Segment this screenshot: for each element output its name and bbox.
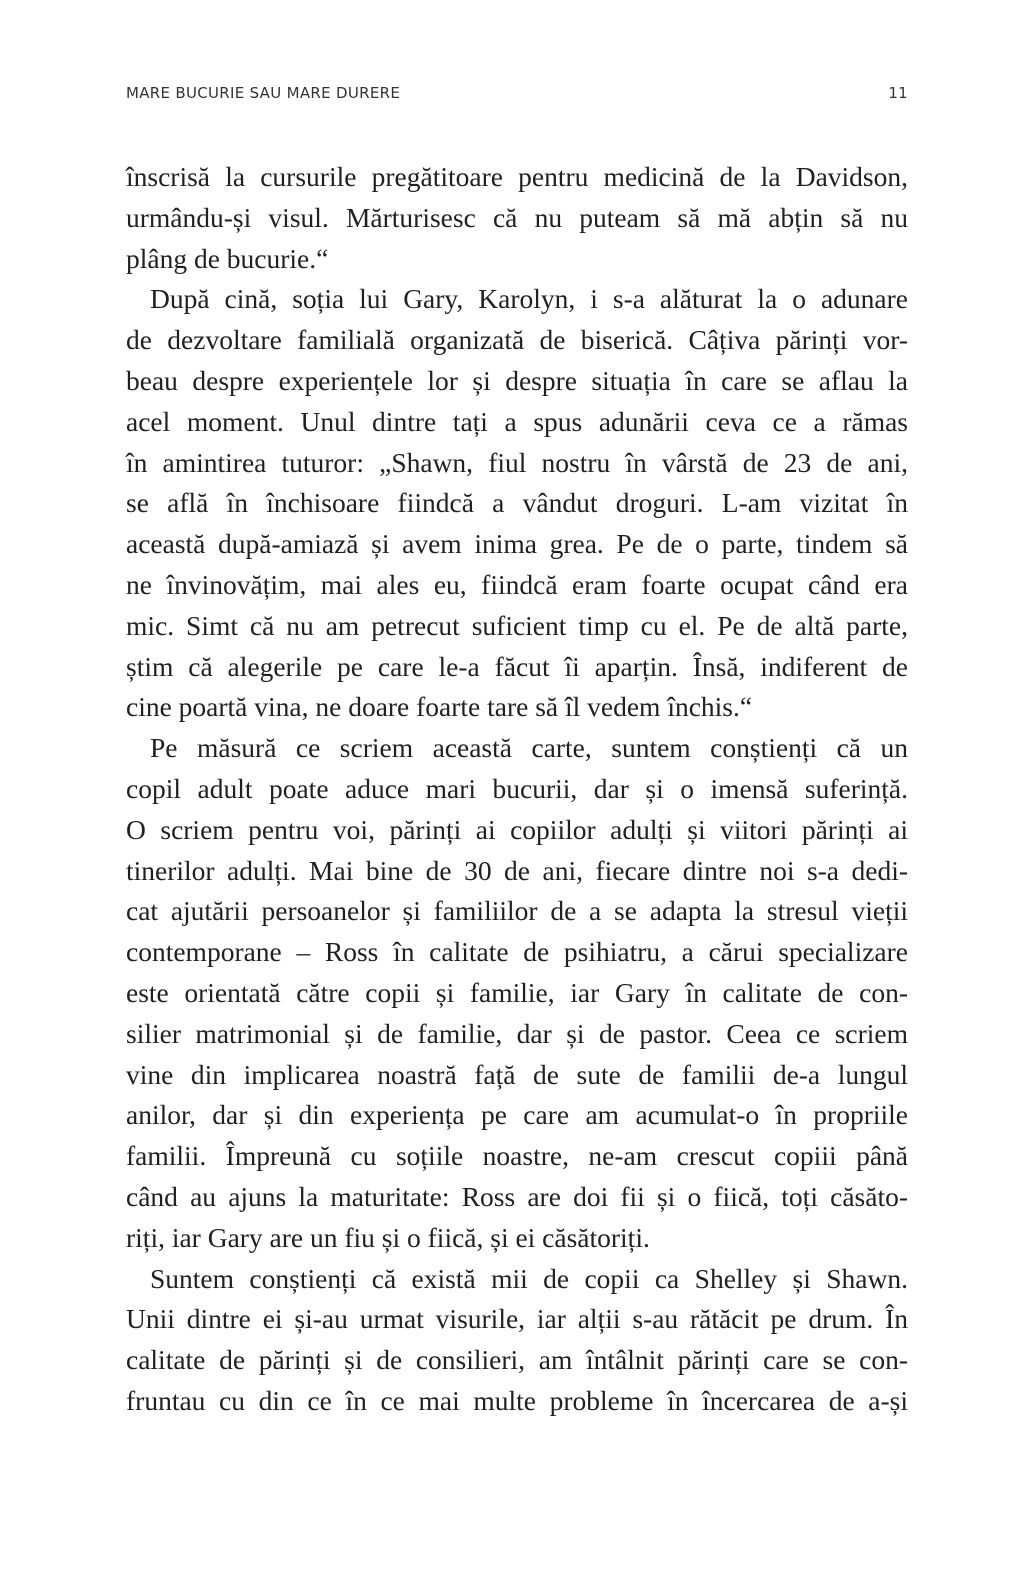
text-line: familii. Împreună cu soțiile noastre, ne-am crescut copiii până [126, 1140, 908, 1172]
text-line: vine din implicarea noastră față de sute de familii de-a lungul [126, 1058, 908, 1090]
text-line: fruntau cu din ce în ce mai multe probleme în încercarea de a-și [126, 1384, 908, 1416]
text-line: se află în închisoare fiindcă a vândut droguri. L-am vizitat în [126, 487, 908, 519]
text-line: anilor, dar și din experiența pe care am acumulat-o în propriile [126, 1099, 908, 1131]
text-line: tinerilor adulți. Mai bine de 30 de ani, fiecare dintre noi s-a dedi- [126, 854, 908, 886]
text-line: calitate de părinți și de consilieri, am întâlnit părinți care se con- [126, 1344, 908, 1376]
text-line: plâng de bucurie.“ [126, 242, 329, 274]
text-line: Suntem conștienți că există mii de copii ca Shelley și Shawn. [150, 1262, 908, 1294]
text-line: în amintirea tuturor: „Shawn, fiul nostru în vârstă de 23 de ani, [126, 446, 908, 478]
paragraph [126, 1259, 908, 1422]
text-line: înscrisă la cursurile pregătitoare pentru medicină de la Davidson, [126, 161, 908, 192]
text-line: acel moment. Unul dintre tați a spus adunării ceva ce a rămas [126, 405, 908, 437]
body-text [126, 157, 908, 1422]
paragraph [126, 728, 908, 1258]
paragraph [126, 157, 908, 279]
page-number: 11 [888, 84, 908, 102]
text-line: mic. Simt că nu am petrecut suficient timp cu el. Pe de altă parte, [126, 609, 908, 641]
text-line: ne învinovățim, mai ales eu, fiindcă eram foarte ocupat când era [126, 568, 908, 600]
text-line: când au ajuns la maturitate: Ross are doi fii și o fiică, toți căsăto- [126, 1180, 908, 1212]
text-line: copil adult poate aduce mari bucurii, dar și o imensă suferință. [126, 772, 908, 804]
running-header [126, 84, 908, 108]
text-line: de dezvoltare familială organizată de biserică. Câțiva părinți vor- [126, 324, 908, 356]
text-line: cine poartă vina, ne doare foarte tare să îl vedem închis.“ [126, 691, 753, 723]
text-line: cat ajutării persoanelor și familiilor de a se adapta la stresul vieții [126, 895, 908, 927]
paragraph [126, 279, 908, 728]
text-line: această după-amiază și avem inima grea. Pe de o parte, tindem să [126, 528, 908, 560]
text-line: riți, iar Gary are un fiu și o fiică, și ei căsătoriți. [126, 1221, 650, 1253]
text-line: urmându-și visul. Mărturisesc că nu puteam să mă abțin să nu [126, 201, 908, 233]
text-line: silier matrimonial și de familie, dar și de pastor. Ceea ce scriem [126, 1017, 908, 1049]
text-line: este orientată către copii și familie, iar Gary în calitate de con- [126, 976, 908, 1008]
text-line: știm că alegerile pe care le-a făcut îi aparțin. Însă, indiferent de [126, 650, 908, 682]
text-line: Pe măsură ce scriem această carte, suntem conștienți că un [150, 732, 908, 764]
running-title: MARE BUCURIE SAU MARE DURERE [126, 84, 401, 102]
text-line: beau despre experiențele lor și despre situația în care se aflau la [126, 364, 908, 396]
text-line: După cină, soția lui Gary, Karolyn, i s-a alăturat la o adunare [150, 283, 908, 315]
text-line: O scriem pentru voi, părinți ai copiilor adulți și viitori părinți ai [126, 813, 908, 845]
text-line: contemporane – Ross în calitate de psihiatru, a cărui specializare [126, 936, 908, 968]
text-line: Unii dintre ei și-au urmat visurile, iar alții s-au rătăcit pe drum. În [126, 1303, 908, 1335]
